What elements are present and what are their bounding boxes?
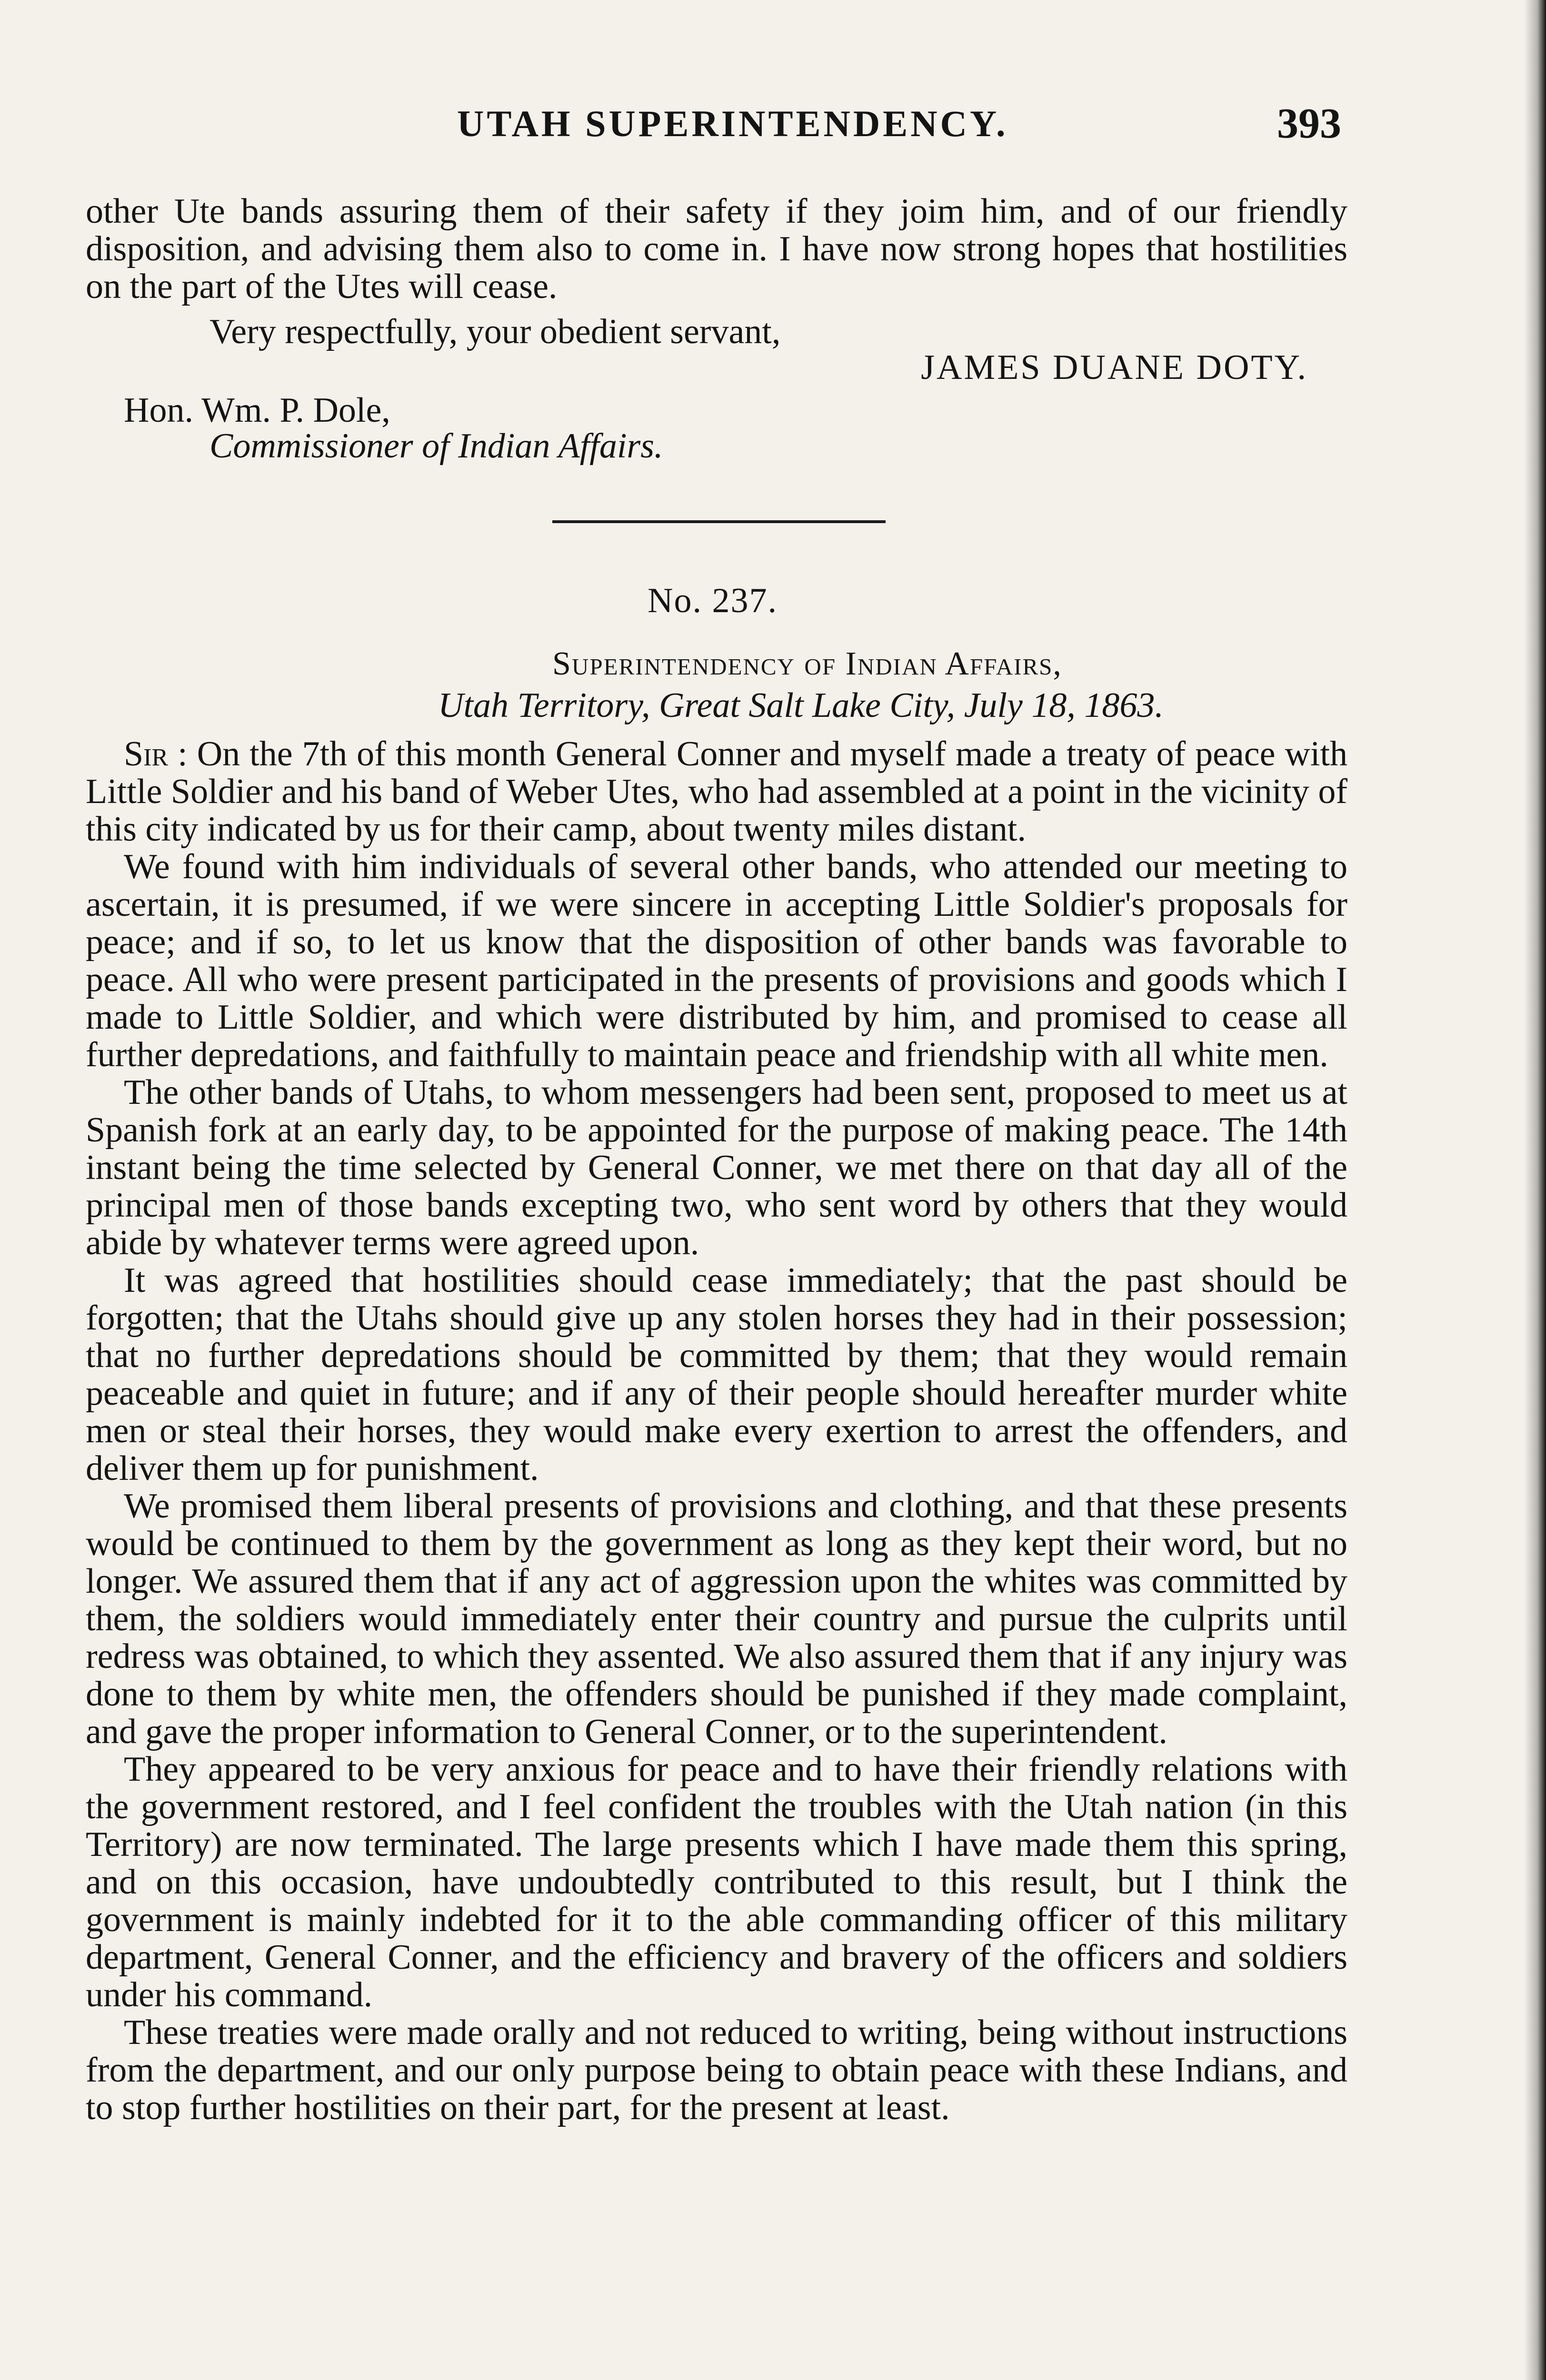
place-date-line: Utah Territory, Great Salt Lake City, July 18, 1863. — [438, 686, 1164, 725]
section-divider — [552, 520, 886, 523]
first-paragraph — [86, 735, 1347, 848]
closing-line: Very respectfully, your obedient servant, — [209, 312, 781, 351]
body-paragraph: They appeared to be very anxious for peace and to have their friendly relations with the government restored, and I feel confident the troubles with the Utah nation (in this Territory) are now terminated. The large presents which I have made them this spring, and on this occasion, have undoubtedly contributed to this result, but I think the government is mainly indebted for it to the able commanding officer of this military department, General Conner, and the efficiency and bravery of the officers and soldiers under his command. — [86, 1750, 1347, 2014]
paragraph-text: On the 7th of this month General Conner and myself made a treaty of peace with Little Soldier and his band of Weber Utes, who had assembled at a point in the vicinity of this city indicated by us for their camp, about twenty miles distant. — [86, 734, 1348, 849]
letter-body — [86, 735, 1347, 2127]
page-edge-shadow — [1524, 0, 1546, 2380]
addressee-title: Commissioner of Indian Affairs. — [209, 426, 663, 466]
signature: JAMES DUANE DOTY. — [921, 348, 1308, 387]
body-paragraph: These treaties were made orally and not reduced to writing, being without instructions from the department, and our only purpose being to obtain peace with these Indians, and to stop further hostilities on their part, for the present at least. — [86, 2013, 1347, 2127]
previous-letter-paragraph: other Ute bands assuring them of their safety if they joim him, and of our friendly disposition, and advising them also to come in. I have now strong hopes that hostilities on the part of the Utes will cease. — [86, 192, 1347, 306]
body-paragraph: We promised them liberal presents of provisions and clothing, and that these presents would be continued to them by the government as long as they kept their word, but no longer. We assured them that if any act of aggression upon the whites was committed by them, the soldiers would immediately enter their country and pursue the culprits until redress was obtained, to which they assented. We also assured them that if any injury was done to them by white men, the offenders should be punished if they made complaint, and gave the proper information to General Conner, or to the superintendent. — [86, 1487, 1347, 1751]
body-paragraph: We found with him individuals of several other bands, who attended our meeting to ascertain, it is presumed, if we were sincere in accepting Little Soldier's proposals for peace; and if so, to let us know that the disposition of other bands was favorable to peace. All who were present participated in the presents of provisions and goods which I made to Little Soldier, and which were distributed by him, and promised to cease all further depredations, and faithfully to maintain peace and friendship with all white men. — [86, 847, 1347, 1074]
document-number: No. 237. — [648, 581, 778, 620]
running-head: UTAH SUPERINTENDENCY. — [457, 103, 1008, 144]
previous-letter-text — [86, 193, 1347, 306]
office-heading: Superintendency of Indian Affairs, — [552, 645, 1062, 682]
page-number: 393 — [1277, 100, 1341, 147]
body-paragraph: The other bands of Utahs, to whom messengers had been sent, proposed to meet us at Spanish fork at an early day, to be appointed for the purpose of making peace. The 14th instant being the time selected by General Conner, we met there on that day all of the principal men of those bands excepting two, who sent word by others that they would abide by whatever terms were agreed upon. — [86, 1073, 1347, 1262]
addressee-name: Hon. Wm. P. Dole, — [124, 391, 390, 430]
salutation: Sir : — [124, 734, 188, 774]
body-paragraph: It was agreed that hostilities should cease immediately; that the past should be forgotten; that the Utahs should give up any stolen horses they had in their possession; that no further depredations should be committed by them; that they would remain peaceable and quiet in future; and if any of their people should hereafter murder white men or steal their horses, they would make every exertion to arrest the offenders, and deliver them up for punishment. — [86, 1261, 1347, 1488]
